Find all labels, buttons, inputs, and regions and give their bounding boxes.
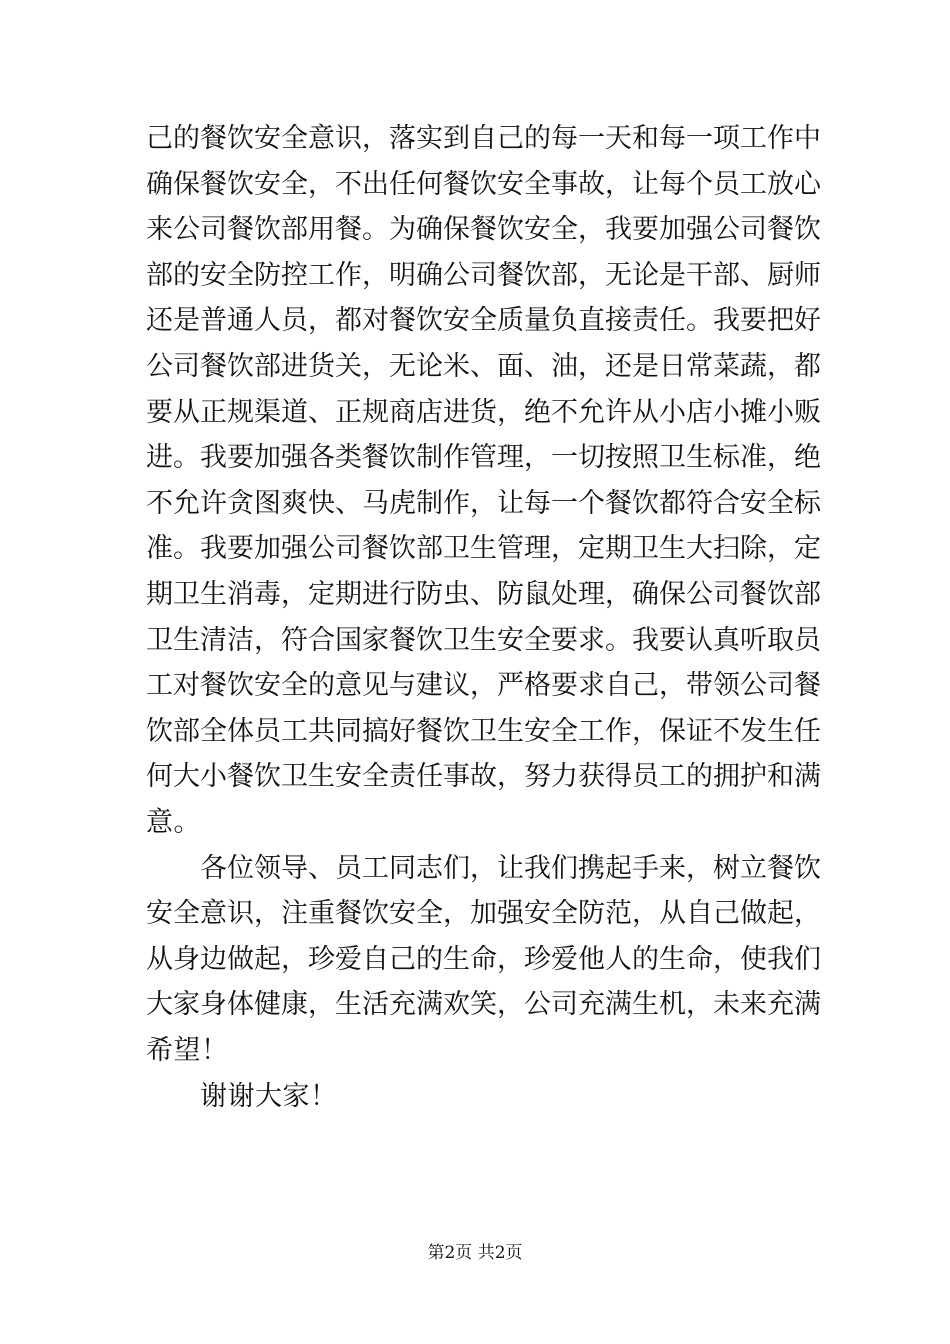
page-footer: 第2页 共2页 (427, 1243, 523, 1263)
text-line: 安全意识，注重餐饮安全，加强安全防范，从自己做起， (146, 898, 821, 930)
text-line: 不允许贪图爽快、马虎制作，让每一个餐饮都符合安全标 (146, 487, 821, 519)
text-line: 还是普通人员，都对餐饮安全质量负直接责任。我要把好 (146, 305, 821, 337)
text-line: 部的安全防控工作，明确公司餐饮部，无论是干部、厨师 (146, 259, 821, 291)
text-line: 何大小餐饮卫生安全责任事故，努力获得员工的拥护和满 (146, 761, 821, 793)
text-line: 希望！ (146, 1035, 229, 1066)
text-line: 要从正规渠道、正规商店进货，绝不允许从小店小摊小贩 (146, 396, 821, 428)
text-line: 公司餐饮部进货关，无论米、面、油，还是日常菜蔬，都 (146, 351, 821, 382)
text-line: 大家身体健康，生活充满欢笑，公司充满生机，未来充满 (146, 989, 821, 1021)
text-line: 进。我要加强各类餐饮制作管理，一切按照卫生标准，绝 (146, 442, 821, 474)
text-line: 意。 (146, 807, 201, 838)
text-line: 期卫生消毒，定期进行防虫、防鼠处理，确保公司餐饮部 (146, 579, 821, 610)
text-line: 各位领导、员工同志们，让我们携起手来，树立餐饮 (200, 852, 821, 884)
text-line: 饮部全体员工共同搞好餐饮卫生安全工作，保证不发生任 (146, 715, 821, 747)
text-line: 卫生清洁，符合国家餐饮卫生安全要求。我要认真听取员 (146, 624, 821, 656)
text-line: 准。我要加强公司餐饮部卫生管理，定期卫生大扫除，定 (146, 533, 821, 565)
text-line: 谢谢大家！ (200, 1080, 338, 1112)
text-line: 从身边做起，珍爱自己的生命，珍爱他人的生命，使我们 (146, 943, 821, 975)
text-line: 来公司餐饮部用餐。为确保餐饮安全，我要加强公司餐饮 (146, 214, 821, 246)
text-line: 己的餐饮安全意识，落实到自己的每一天和每一项工作中 (146, 123, 821, 154)
text-line: 确保餐饮安全，不出任何餐饮安全事故，让每个员工放心 (146, 168, 821, 200)
text-line: 工对餐饮安全的意见与建议，严格要求自己，带领公司餐 (146, 670, 821, 702)
